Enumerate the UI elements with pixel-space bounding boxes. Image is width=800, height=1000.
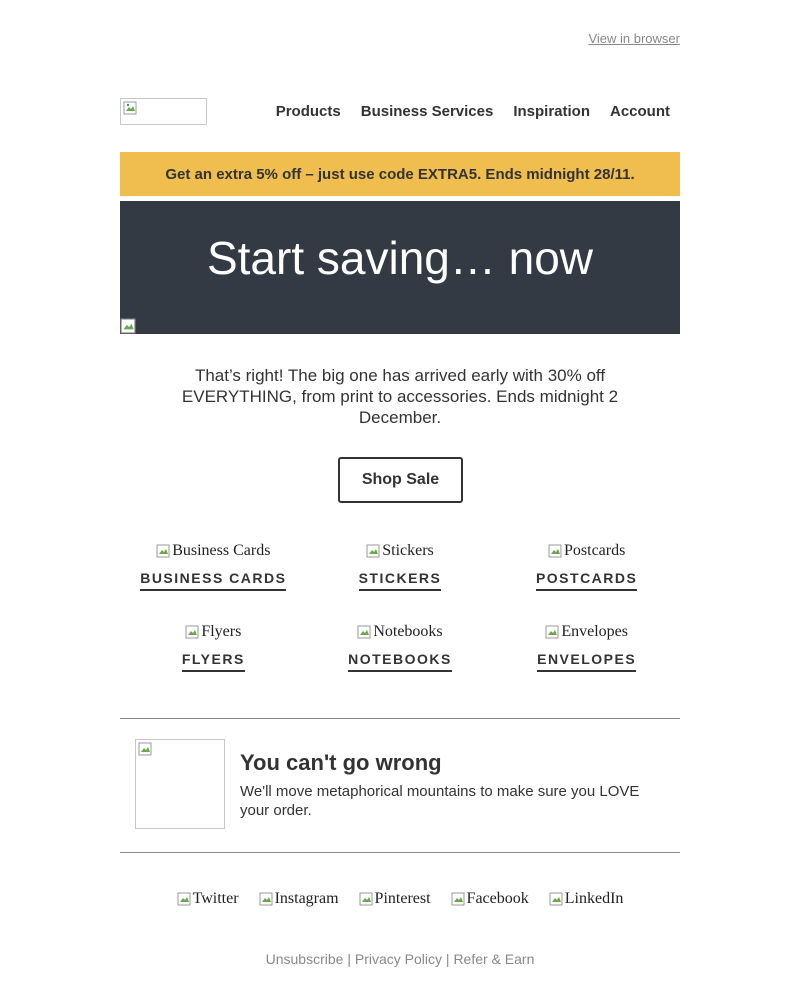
social-links [120, 890, 680, 908]
category-link[interactable]: FLYERS [182, 651, 245, 672]
feature-text: We'll move metaphorical mountains to make sure you LOVE your order. [240, 783, 640, 819]
linkedin-label: LinkedIn [564, 890, 624, 907]
intro-text: That’s right! The big one has arrived early with 30% off EVERYTHING, from print to accessories. Ends midnight 2 December. [181, 366, 619, 427]
category-image-alt: Business Cards [172, 542, 271, 559]
hero-title: Start saving… now [206, 232, 594, 284]
footer-links [120, 951, 680, 967]
feature-image [135, 739, 225, 829]
divider [120, 852, 680, 853]
facebook-label: Facebook [466, 890, 529, 907]
category-link[interactable]: STICKERS [359, 570, 442, 591]
footer-separator: | [445, 951, 450, 967]
category-image[interactable] [493, 621, 680, 643]
category-item[interactable] [493, 621, 680, 672]
broken-image-icon [451, 892, 465, 906]
logo-image[interactable] [120, 98, 207, 125]
category-item[interactable] [493, 540, 680, 591]
privacy-policy-link[interactable]: Privacy Policy [354, 951, 443, 967]
category-link[interactable]: BUSINESS CARDS [140, 570, 286, 591]
category-image-alt: Flyers [201, 623, 242, 640]
broken-image-icon [549, 892, 563, 906]
broken-image-icon [357, 625, 371, 639]
pinterest-label: Pinterest [374, 890, 431, 907]
broken-image-icon [156, 544, 170, 558]
category-item[interactable] [307, 621, 494, 672]
twitter-label: Twitter [192, 890, 239, 907]
category-link[interactable]: ENVELOPES [537, 651, 636, 672]
facebook-link[interactable] [451, 890, 529, 908]
nav-item-account[interactable]: Account [610, 103, 670, 120]
instagram-link[interactable] [259, 890, 339, 908]
nav-item-inspiration[interactable]: Inspiration [513, 103, 590, 120]
refer-earn-link[interactable]: Refer & Earn [453, 951, 535, 967]
twitter-link[interactable] [177, 890, 239, 908]
category-image-alt: Postcards [564, 542, 626, 559]
category-link[interactable]: NOTEBOOKS [348, 651, 452, 672]
broken-image-icon [177, 892, 191, 906]
category-image[interactable] [120, 621, 307, 643]
category-image[interactable] [120, 540, 307, 562]
category-item[interactable] [307, 540, 494, 591]
broken-image-icon [259, 892, 273, 906]
broken-image-icon [359, 892, 373, 906]
promo-banner[interactable]: Get an extra 5% off – just use code EXTRA5. Ends midnight 28/11. [120, 152, 680, 196]
nav-item-business-services[interactable]: Business Services [360, 103, 494, 120]
category-link[interactable]: POSTCARDS [536, 570, 637, 591]
category-item[interactable] [120, 621, 307, 672]
header [120, 98, 680, 128]
broken-image-icon [545, 625, 559, 639]
category-item[interactable] [120, 540, 307, 591]
category-image[interactable] [307, 621, 494, 643]
pinterest-link[interactable] [359, 890, 431, 908]
view-in-browser-link[interactable]: View in browser [588, 31, 680, 46]
broken-image-icon [120, 318, 136, 334]
nav-item-products[interactable]: Products [275, 103, 341, 120]
divider [120, 718, 680, 719]
broken-image-icon [123, 101, 137, 115]
linkedin-link[interactable] [549, 890, 624, 908]
category-image-alt: Stickers [382, 542, 434, 559]
broken-image-icon [366, 544, 380, 558]
category-image-alt: Envelopes [561, 623, 628, 640]
category-image[interactable] [493, 540, 680, 562]
broken-image-icon [138, 742, 152, 756]
broken-image-icon [185, 625, 199, 639]
category-image-alt: Notebooks [373, 623, 443, 640]
broken-image-icon [548, 544, 562, 558]
shop-sale-button[interactable]: Shop Sale [338, 457, 463, 503]
footer-separator: | [347, 951, 351, 967]
feature-title: You can't go wrong [240, 750, 442, 775]
hero-banner[interactable] [120, 201, 680, 334]
unsubscribe-link[interactable]: Unsubscribe [265, 951, 344, 967]
category-grid [120, 540, 680, 672]
category-image[interactable] [307, 540, 494, 562]
main-nav [276, 103, 670, 120]
instagram-label: Instagram [274, 890, 339, 907]
